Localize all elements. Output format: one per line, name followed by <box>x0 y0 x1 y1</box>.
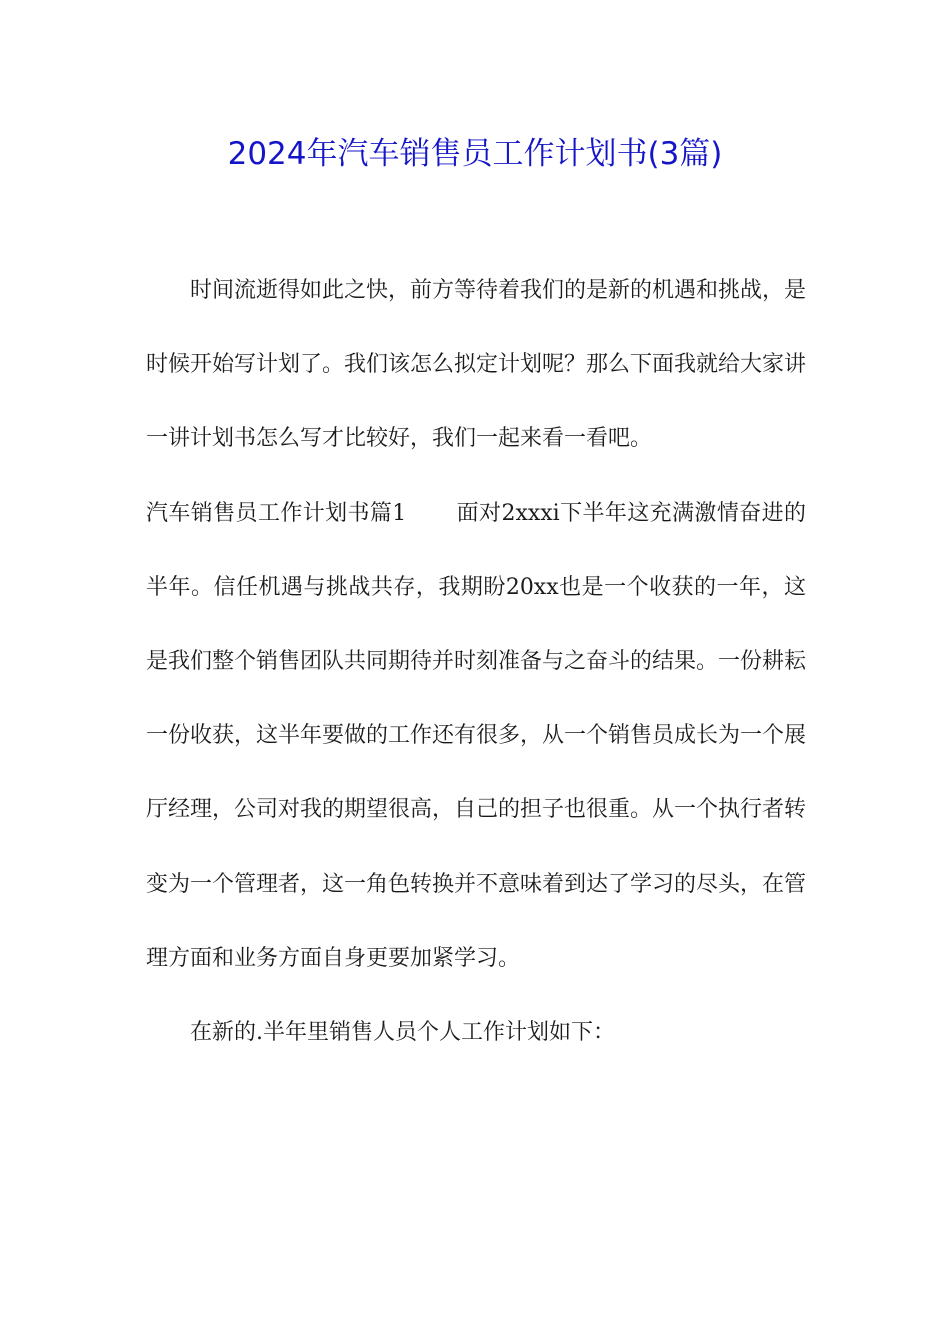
section1-text: 面对2xxxi下半年这充满激情奋进的半年。信任机遇与挑战共存，我期盼20xx也是一个收获的一年，这是我们整个销售团队共同期待并时刻准备与之奋斗的结果。一份耕耘一份收获，这半年要做的工作还有很多，从一个销售员成长为一个展厅经理，公司对我的期望很高，自己的担子也很重。从一个执行者转变为一个管理者，这一角色转换并不意味着到达了学习的尽头，在管理方面和业务方面自身更要加紧学习。 <box>146 500 807 971</box>
section1-paragraph <box>146 477 806 996</box>
intro-paragraph: 时间流逝得如此之快，前方等待着我们的是新的机遇和挑战，是时候开始写计划了。我们该怎么拟定计划呢？那么下面我就给大家讲一讲计划书怎么写才比较好，我们一起来看一看吧。 <box>146 278 807 452</box>
document-body <box>146 254 806 1070</box>
document-title: 2024年汽车销售员工作计划书(3篇) <box>227 136 723 172</box>
closing-paragraph: 在新的.半年里销售人员个人工作计划如下： <box>190 1020 615 1046</box>
section1-heading: 汽车销售员工作计划书篇1 <box>146 500 407 526</box>
